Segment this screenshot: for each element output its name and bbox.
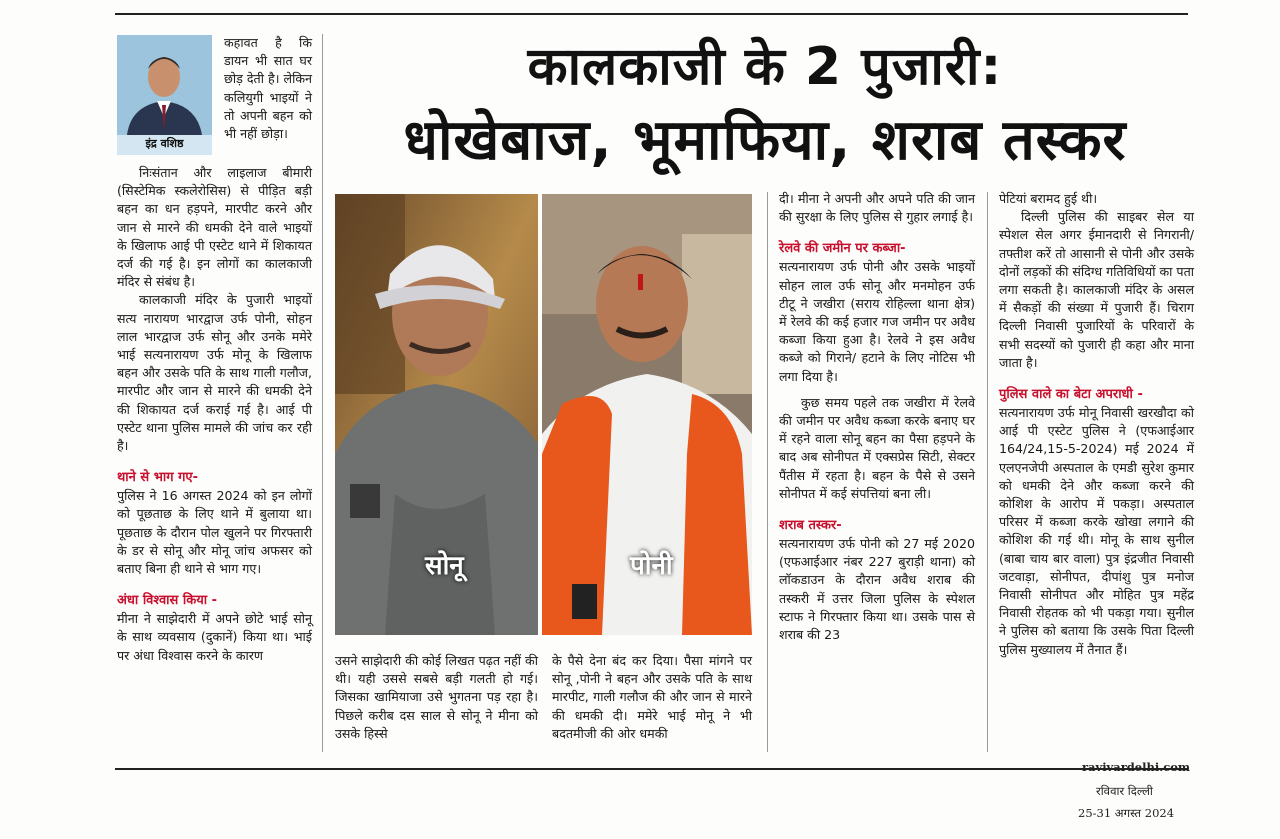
- intro-paragraph: कहावत है कि डायन भी सात घर छोड़ देती है। लेकिन कलियुगी भाइयों ने तो अपनी बहन को भी नहीं छोड़ा।: [224, 35, 312, 142]
- column1-paragraph-4: मीना ने साझेदारी में अपने छोटे भाई सोनू के साथ व्यवसाय (दुकानें) किया था। भाई पर अंधा विश्वास करने के कारण: [117, 611, 312, 663]
- column2: [335, 652, 538, 743]
- column-divider: [767, 192, 768, 752]
- photo-caption-poni: पोनी: [630, 551, 673, 581]
- subheading-andha-vishwas: अंधा विश्वास किया -: [117, 593, 218, 609]
- column1-paragraph-3: पुलिस ने 16 अगस्त 2024 को इन लोगों को पूछताछ के लिए थाने में बुलाया था। पूछताछ के दौरान पोल खुलने पर गिरफ्तारी के डर से सोनू और मोनू जांच अफसर को बताए बिना ही थाने से भाग गए।: [117, 488, 312, 577]
- column4-paragraph-0: दी। मीना ने अपनी और अपने पति की जान की सुरक्षा के लिए पुलिस से गुहार लगाई है।: [779, 191, 975, 225]
- author-photo: [117, 35, 212, 135]
- column5: [999, 190, 1194, 659]
- column5-paragraph-1: दिल्ली पुलिस की साइबर सेल या स्पेशल सेल अगर ईमानदारी से निगरानी/ तफ्तीश करें तो आसानी से पोनी और उसके दोनों लड़कों की संदिग्ध गतिविधियों का पता लगा सकती है। कालकाजी मंदिर के असल में सैकड़ों की संख्या में पुजारी हैं। चिराग दिल्ली निवासी पुजारियों के परिवारों के सभी सदस्यों को पुजारी ही कहा और माना जाता है।: [999, 209, 1195, 370]
- footer-paper: रविवार दिल्ली: [1096, 784, 1153, 798]
- author-name: इंद्र वशिष्ठ: [145, 137, 184, 150]
- column4-paragraph-2: कुछ समय पहले तक जखीरा में रेलवे की जमीन पर अवैध कब्जा करके बनाए घर में रहने वाला सोनू बहन का पैसा हड़पने के बाद अब सोनीपत में एक्सप्रेस सिटी, सेक्टर पैंतीस में रहता है। बहन के पैसे से उसने सोनीपत में कई संपत्तियां बना ली।: [779, 394, 975, 501]
- column2-paragraph: उसने साझेदारी की कोई लिखत पढ़त नहीं की थी। यही उससे सबसे बड़ी गलती हो गई। जिसका खामियाजा उसे भुगतना पड़ रहा है। पिछले करीब दस साल से सोनू ने मीना को उसके हिस्से: [335, 653, 538, 741]
- column5-paragraph-2: सत्यनारायण उर्फ मोनू निवासी खरखौदा को आई पी एस्टेट पुलिस ने (एफआईआर 164/24,15-5-2024) मई 2024 में एलएनजेपी अस्पताल के एमडी सुरेश कुमार को धमकी देने और कब्जा करने की कोशिश के आरोप में पकड़ा। अस्पताल परिसर में कब्जा करके खोखा लगाने की कोशिश की गई थी। मोनू के साथ सुनील (बाबा चाय बार वाला) पुत्र इंद्रजीत निवासी जटवाड़ा, सोनीपत, दीपांशु पुत्र मनोज निवासी सोनीपत और मोहित पुत्र महेंद्र निवासी रोहतक को भी पकड़ा गया। सुनील ने पुलिस को बताया कि उसके पिता दिल्ली पुलिस मुख्यालय में तैनात हैं।: [999, 405, 1194, 657]
- column4-paragraph-3: सत्यनारायण उर्फ पोनी को 27 मई 2020 (एफआईआर नंबर 227 बुराड़ी थाना) को लॉकडाउन के दौरान अवैध शराब की तस्करी में उत्तर जिला पुलिस के स्पेशल स्टाफ ने गिरफ्तार किया था। उसके पास से शराब की 23: [779, 536, 975, 643]
- column3: [552, 652, 752, 743]
- column5-paragraph-0: पेटियां बरामद हुई थी।: [999, 191, 1098, 206]
- subheading-sharab: शराब तस्कर-: [779, 518, 842, 534]
- column1-paragraph-2: कालकाजी मंदिर के पुजारी भाइयों सत्य नारायण भारद्वाज उर्फ पोनी, सोहन लाल भारद्वाज उर्फ सोनू और उनके ममेरे भाई सत्यनारायण उर्फ मोनू के खिलाफ बहन और उसके पति के साथ गाली गलौज, मारपीट और जान से मारने की धमकी देने की शिकायत दर्ज कराई गई है। आई पी एस्टेट थाना पुलिस मामले की जांच कर रही है।: [117, 292, 312, 454]
- column1: [117, 164, 312, 665]
- author-box: [117, 35, 212, 155]
- subheading-railway: रेलवे की जमीन पर कब्जा-: [779, 241, 906, 257]
- column1-paragraph-1: निःसंतान और लाइलाज बीमारी (सिस्टेमिक स्कलेरोसिस) से पीड़ित बड़ी बहन का धन हड़पने, मारपीट करने और जान से मारने की धमकी देने वाले भाइयों के खिलाफ आई पी एस्टेट थाने में शिकायत दर्ज की गई है। इन लोगों का कालकाजी मंदिर से संबंध है।: [117, 165, 312, 290]
- column3-paragraph: के पैसे देना बंद कर दिया। पैसा मांगने पर सोनू ,पोनी ने बहन और उसके पति के साथ मारपीट, गाली गलौज की और जान से मारने की धमकी दी। ममेरे भाई मोनू ने भी बदतमीजी की ओर धमकी: [552, 653, 752, 741]
- subheading-thane-se-bhag: थाने से भाग गए-: [117, 470, 198, 486]
- subheading-police-beta: पुलिस वाले का बेटा अपराधी -: [999, 387, 1143, 403]
- photo-caption-sonu: सोनू: [425, 551, 464, 581]
- footer-site: ravivardelhi.com: [1082, 760, 1191, 774]
- column-divider: [987, 192, 988, 752]
- photo-sonu: [335, 194, 538, 635]
- column1-intro: [224, 34, 312, 143]
- top-rule: [115, 13, 1188, 15]
- column4: [779, 190, 975, 644]
- column-divider: [322, 34, 323, 752]
- photo-poni: [542, 194, 752, 635]
- headline-line-1: कालकाजी के 2 पुजारी:: [527, 37, 1003, 97]
- headline-line-2: धोखेबाज, भूमाफिया, शराब तस्कर: [403, 108, 1127, 173]
- column4-paragraph-1: सत्यनारायण उर्फ पोनी और उसके भाइयों सोहन लाल उर्फ सोनू और मनमोहन उर्फ टीटू ने जखीरा (सराय रोहिल्ला थाना क्षेत्र) में रेलवे की कई हजार गज जमीन पर अवैध कब्जा किया हुआ है। रेलवे ने इस अवैध कब्जे को गिराने/ हटाने के लिए नोटिस भी लगा दिया है।: [779, 259, 975, 384]
- bottom-rule: [115, 768, 1188, 770]
- footer-date: 25-31 अगस्त 2024: [1078, 806, 1175, 820]
